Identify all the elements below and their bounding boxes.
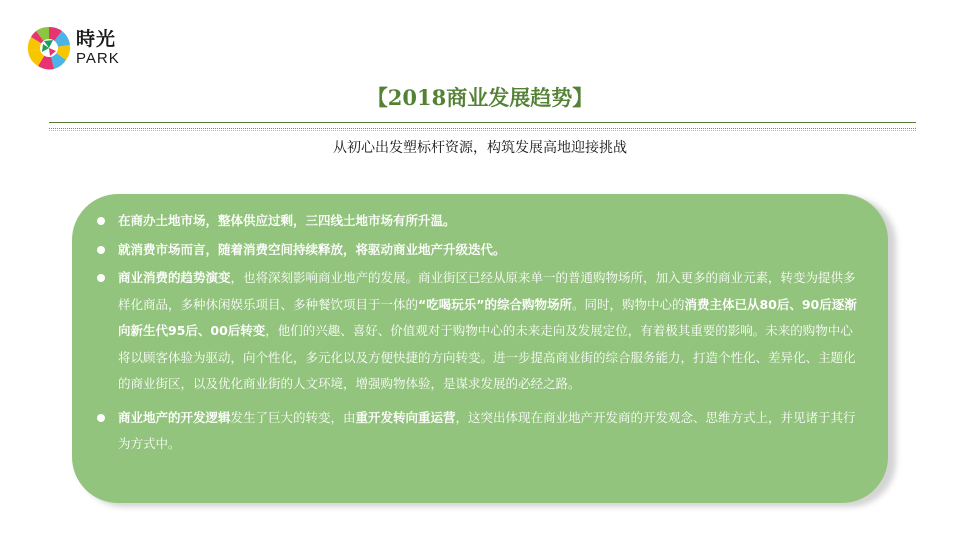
bullet-item <box>94 405 862 458</box>
bullet-text-bold: 消费主体已从80后、90后逐渐向新生代95后、00后转变 <box>118 296 857 338</box>
bullet-text-bold: 商业地产的开发逻辑 <box>118 409 231 425</box>
bullet-text-bold: 重开发转向重运营 <box>355 409 456 425</box>
page-subtitle: 从初心出发塑标杆资源，构筑发展高地迎接挑战 <box>333 140 627 156</box>
logo-pinwheel-icon <box>26 25 72 71</box>
bullet-text: 。同时，购物中心的 <box>571 296 685 312</box>
title-divider-solid <box>49 122 916 123</box>
title-divider-dotted-2 <box>49 130 916 131</box>
bullet-item <box>94 265 862 398</box>
bullet-dot-icon <box>97 274 105 282</box>
bullet-text: 发生了巨大的转变，由 <box>230 409 356 425</box>
bullet-text-bold: “吃喝玩乐”的综合购物场所 <box>418 296 572 312</box>
bullet-dot-icon <box>97 246 105 254</box>
content-panel <box>72 194 888 503</box>
logo-english-text: PARK <box>76 50 120 67</box>
bullet-dot-icon <box>97 217 105 225</box>
bullet-item <box>94 237 862 264</box>
bullet-text: ，他们的兴趣、喜好、价值观对于购物中心的未来走向及发展定位，有着极其重要的影响。未来的购物中心将以顾客体验为驱动，向个性化，多元化以及方便快捷的方向转变。进一步提高商业街的综合服务能力，打造个性化、差异化、主题化的商业街区，以及优化商业街的人文环境，增强购物体验，是谋求发展的必经之路。 <box>118 323 856 391</box>
bullet-text-bold: 商业消费的趋势演变 <box>118 270 231 285</box>
bullet-text-bold: 就消费市场而言，随着消费空间持续释放，将驱动商业地产升级迭代。 <box>118 241 506 257</box>
bullet-item <box>94 208 862 235</box>
bullet-dot-icon <box>97 414 105 422</box>
bullet-text-bold: 在商办土地市场，整体供应过剩，三四线土地市场有所升温。 <box>118 213 456 228</box>
page-title: 【2018商业发展趋势】 <box>366 85 594 110</box>
logo-chinese-text: 時光 <box>76 28 117 50</box>
title-divider-dotted <box>49 128 916 129</box>
bullet-text: ，这突出体现在商业地产开发商的开发观念、思维方式上，并见诸于其行为方式中。 <box>118 409 856 451</box>
bullet-text: ，也将深刻影响商业地产的发展。商业街区已经从原来单一的普通购物场所，加入更多的商业元素，转变为提供多样化商品，多种休闲娱乐项目、多种餐饮项目于一体的 <box>118 270 856 312</box>
logo <box>26 25 120 71</box>
